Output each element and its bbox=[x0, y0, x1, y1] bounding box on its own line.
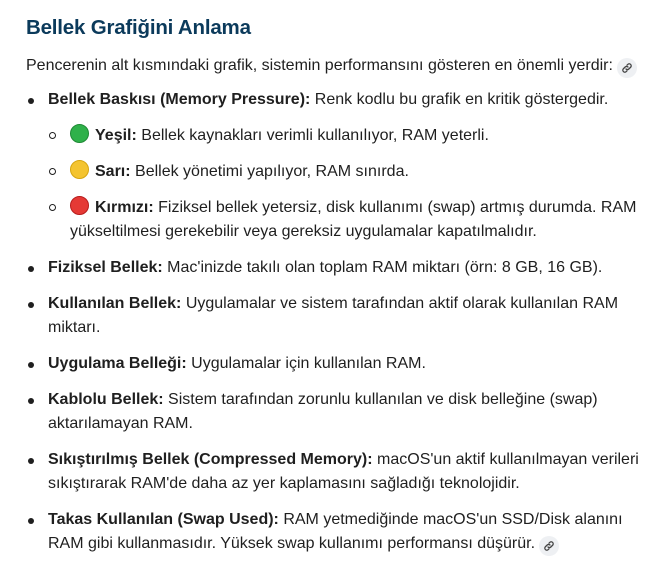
term: Kırmızı: bbox=[95, 199, 154, 216]
term: Yeşil: bbox=[95, 127, 137, 144]
description: RAM yetmediğinde macOS'un SSD/Disk alanını RAM gibi kullanmasıdır. Yüksek swap kullanımı performansı düşürür. bbox=[48, 511, 623, 552]
description: Uygulamalar için kullanılan RAM. bbox=[191, 355, 426, 372]
section-heading: Bellek Grafiğini Anlama bbox=[26, 16, 251, 39]
list-item-physical-memory bbox=[26, 256, 652, 280]
term: Kullanılan Bellek: bbox=[48, 295, 182, 312]
intro-paragraph bbox=[26, 54, 652, 78]
term: Sıkıştırılmış Bellek (Compressed Memory): bbox=[48, 451, 373, 468]
description: Uygulamalar ve sistem tarafından aktif olarak kullanılan RAM miktarı. bbox=[48, 295, 619, 336]
list-item-compressed-memory bbox=[26, 448, 652, 496]
source-link-button[interactable] bbox=[617, 58, 637, 78]
term: Bellek Baskısı (Memory Pressure): bbox=[48, 91, 311, 108]
source-link-button[interactable] bbox=[539, 536, 559, 556]
list-item-red bbox=[48, 196, 652, 244]
term: Takas Kullanılan (Swap Used): bbox=[48, 511, 279, 528]
term: Sarı: bbox=[95, 163, 131, 180]
memory-terms-list bbox=[26, 88, 652, 556]
description: Fiziksel bellek yetersiz, disk kullanımı (swap) artmış durumda. RAM yükseltilmesi gerekebilir veya gereksiz uygulamalar kapatılmalıdır. bbox=[70, 199, 637, 240]
list-item-used-memory bbox=[26, 292, 652, 340]
term: Uygulama Belleği: bbox=[48, 355, 187, 372]
list-item-green bbox=[48, 124, 652, 148]
red-circle-icon bbox=[70, 196, 89, 215]
link-icon bbox=[621, 62, 633, 74]
term: Kablolu Bellek: bbox=[48, 391, 164, 408]
list-item-swap-used bbox=[26, 508, 652, 556]
green-circle-icon bbox=[70, 124, 89, 143]
description: Bellek kaynakları verimli kullanılıyor, RAM yeterli. bbox=[141, 127, 489, 144]
intro-text: Pencerenin alt kısmındaki grafik, sistemin performansını gösteren en önemli yerdir: bbox=[26, 57, 613, 74]
list-item-memory-pressure bbox=[26, 88, 652, 244]
description: Mac'inizde takılı olan toplam RAM miktarı (örn: 8 GB, 16 GB). bbox=[167, 259, 603, 276]
description: Sistem tarafından zorunlu kullanılan ve disk belleğine (swap) aktarılamayan RAM. bbox=[48, 391, 598, 432]
list-item-wired-memory bbox=[26, 388, 652, 436]
yellow-circle-icon bbox=[70, 160, 89, 179]
list-item-yellow bbox=[48, 160, 652, 184]
description: macOS'un aktif kullanılmayan verileri sıkıştırarak RAM'de daha az yer kaplamasını sağladığı teknolojidir. bbox=[48, 451, 639, 492]
description: Bellek yönetimi yapılıyor, RAM sınırda. bbox=[135, 163, 409, 180]
link-icon bbox=[543, 540, 555, 552]
pressure-levels-list bbox=[48, 124, 652, 244]
description: Renk kodlu bu grafik en kritik göstergedir. bbox=[314, 91, 609, 108]
term: Fiziksel Bellek: bbox=[48, 259, 163, 276]
list-item-app-memory bbox=[26, 352, 652, 376]
